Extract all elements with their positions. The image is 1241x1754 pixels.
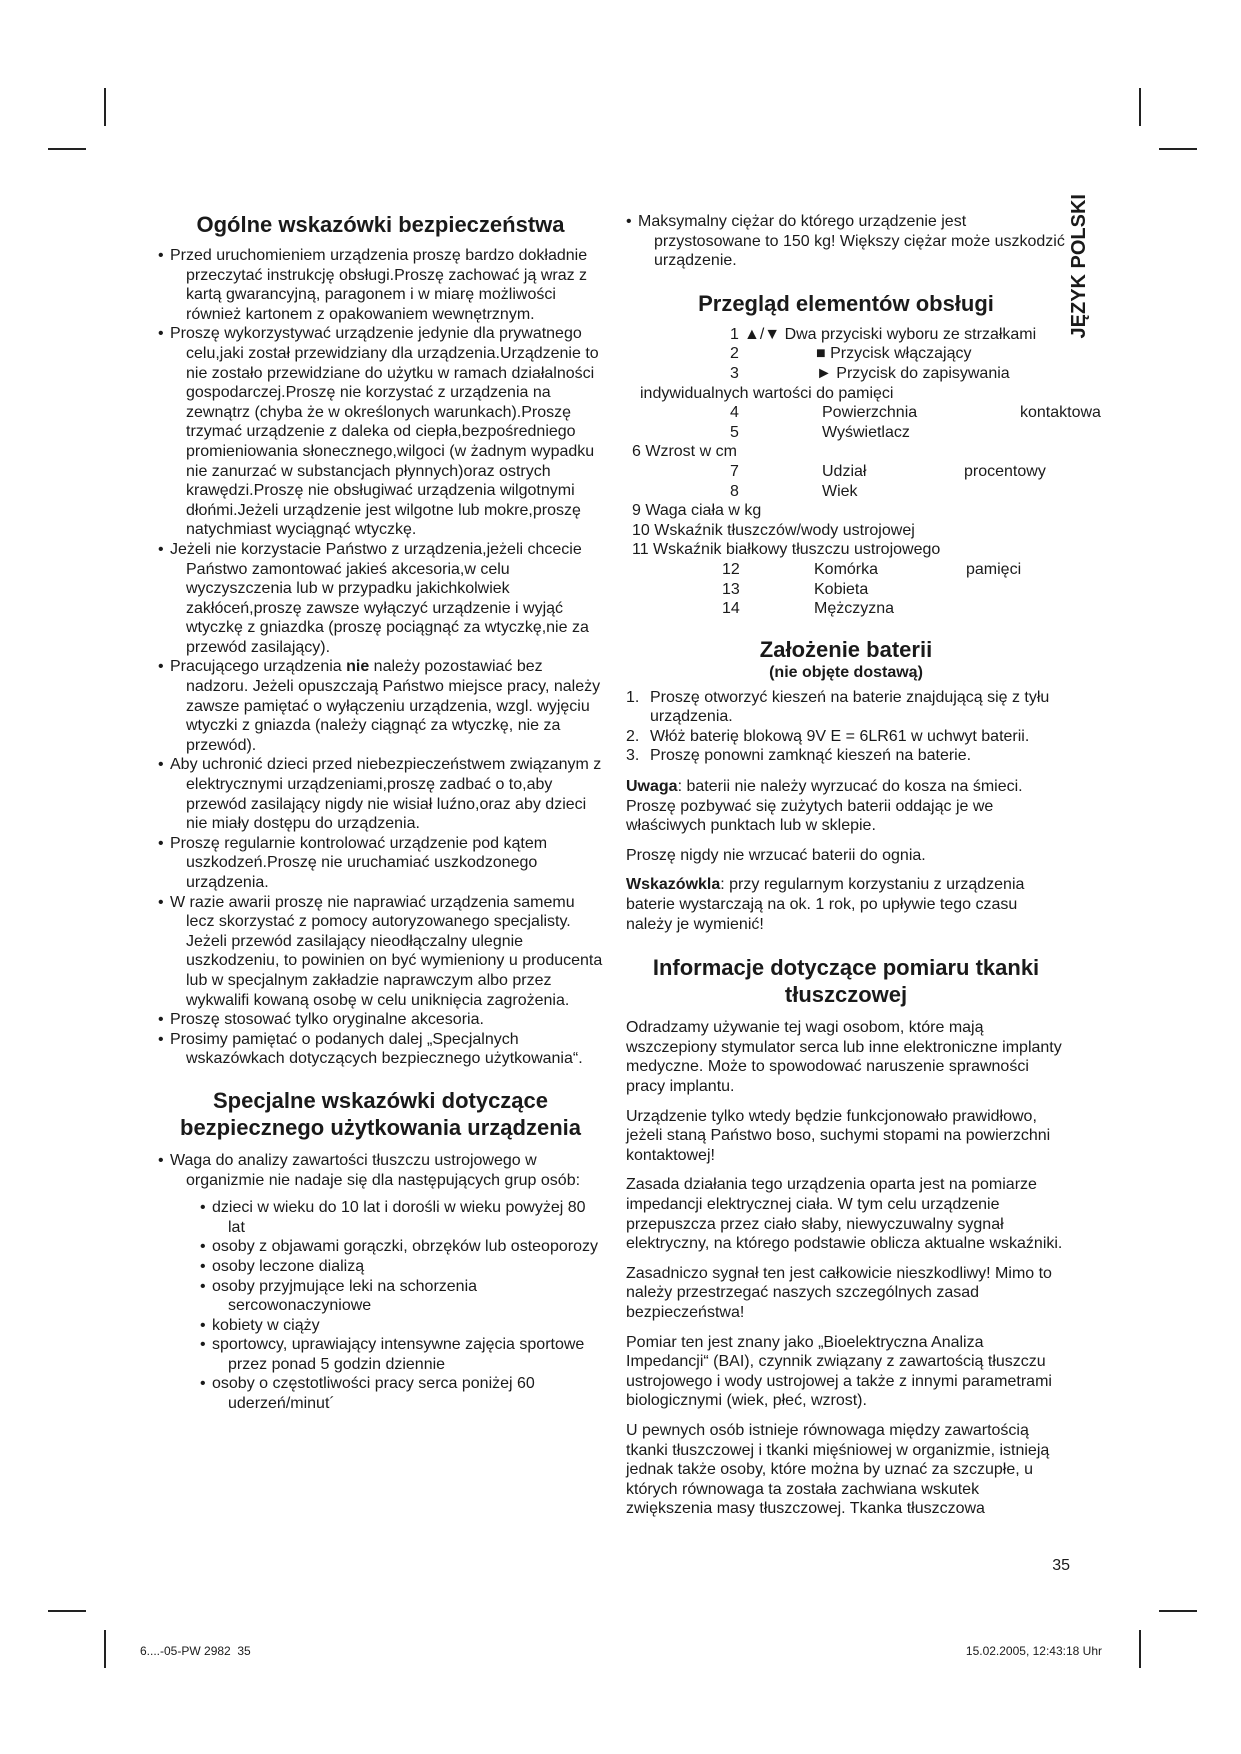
control-row xyxy=(626,344,1066,364)
step-text: Włóż baterię blokową 9V E = 6LR61 w uchwyt baterii. xyxy=(650,727,1030,745)
control-row xyxy=(626,540,1066,560)
footer-right: 15.02.2005, 12:43:18 Uhr xyxy=(965,1644,1102,1658)
battery-heading: Założenie baterii xyxy=(759,636,933,662)
control-number: 2 xyxy=(730,345,739,363)
list-item xyxy=(626,727,1066,747)
list-item xyxy=(158,657,603,755)
control-row xyxy=(626,599,1066,619)
note-text: : baterii nie należy wyrzucać do kosza na śmieci. Proszę pozbywać się zużytych baterii oddając je we właściwych punktach lub w sklepie. xyxy=(626,778,1023,835)
controls-list xyxy=(626,325,1101,619)
control-label: Wiek xyxy=(822,482,858,500)
page-number: 35 xyxy=(1052,1557,1070,1574)
list-item: • W razie awarii proszę nie naprawiać urządzenia samemu lecz skorzystać z pomocy autoryzowanego specjalisty. Jeżeli przewód zasilający nieodłączalny ulegnie uszkodzeniu, to powinien on być wymieniony u producenta lub w specjalnym zakładzie naprawczym albo przez wykwalifi kowaną osobę w celu uniknięcia zagrożenia. xyxy=(158,893,603,1011)
crop-mark xyxy=(104,1630,106,1668)
info-paragraph: Pomiar ten jest znany jako „Bioelektryczna Analiza Impedancji“ (BAI), czynnik związany z zawartością tłuszczu ustrojowego i wody ustrojowej a także z innymi parametrami biologicznymi (wiek, płeć, wzrost). xyxy=(626,1333,1052,1410)
control-label: 11 Wskaźnik białkowy tłuszczu ustrojowego xyxy=(632,541,941,559)
crop-mark xyxy=(1139,88,1141,126)
tip-label: Wskazówkla xyxy=(626,876,721,894)
step-number: 1. xyxy=(626,688,640,706)
control-label: ► Przycisk do zapisywania xyxy=(816,364,1010,382)
tip-text: : przy regularnym korzystaniu z urządzenia baterie wystarczają na ok. 1 rok, po upływie tego czasu należy je wymienić! xyxy=(626,876,1025,933)
step-number: 2. xyxy=(626,727,640,745)
battery-subheading: (nie objęte dostawą) xyxy=(769,663,923,681)
control-label: kontaktowa xyxy=(1020,404,1101,422)
list-item: • Proszę wykorzystywać urządzenie jedynie dla prywatnego celu,jaki został przewidziany dla urządzenia.Urządzenie to nie zostało przewidziane do użytku w ramach działalności gospodarczej.Proszę nie korzystać z urządzenia na zewnątrz (chyba że w określonych warunkach).Proszę trzymać urządzenie z daleka od ciepła,bezpośredniego promieniowania słonecznego,wilgoci (w żadnym wypadku nie zanurzać w substancjach płynnych)oraz ostrych krawędzi.Proszę nie obsługiwać urządzenia wilgotnymi dłońmi.Jeżeli urządzenie jest wilgotne lub mokre,proszę natychmiast wyciągnąć wtyczkę. xyxy=(158,324,603,540)
crop-mark xyxy=(1159,148,1197,150)
info-paragraph: Urządzenie tylko wtedy będzie funkcjonowało prawidłowo, jeżeli staną Państwo boso, suchymi stopami na powierzchni kontaktowej! xyxy=(626,1107,1051,1164)
control-row xyxy=(626,580,1066,600)
control-number: 8 xyxy=(730,482,739,500)
control-row xyxy=(626,462,1066,482)
list-item: • Prosimy pamiętać o podanych dalej „Specjalnych wskazówkach dotyczących bezpiecznego użytkowania“. xyxy=(158,1030,603,1069)
control-row xyxy=(626,423,1066,443)
crop-mark xyxy=(48,1610,86,1612)
control-number: 4 xyxy=(730,404,739,422)
special-safety-list xyxy=(158,1151,603,1414)
list-item: • osoby przyjmujące leki na schorzenia sercowonaczyniowe xyxy=(186,1277,603,1316)
list-item xyxy=(626,746,1066,766)
list-item: • Maksymalny ciężar do którego urządzenie jest przystosowane to 150 kg! Większy ciężar może uszkodzić urządzenie. xyxy=(626,212,1066,271)
list-item xyxy=(158,1151,603,1414)
note-label: Uwaga xyxy=(626,778,678,796)
battery-fire-warning: Proszę nigdy nie wrzucać baterii do ognia. xyxy=(626,846,926,864)
control-number: 1 xyxy=(730,325,739,343)
control-number: 3 xyxy=(730,364,739,382)
list-item: • kobiety w ciąży xyxy=(186,1316,603,1336)
control-row xyxy=(626,325,1066,345)
control-label: 6 Wzrost w cm xyxy=(632,443,737,461)
footer-left: 6....-05-PW 2982 35 xyxy=(140,1644,251,1658)
special-safety-heading: Specjalne wskazówki dotyczące bezpiecznego użytkowania urządzenia xyxy=(180,1087,581,1140)
control-number: 12 xyxy=(722,560,740,578)
step-number: 3. xyxy=(626,747,640,765)
control-label: Wyświetlacz xyxy=(822,423,910,441)
list-item: • osoby o częstotliwości pracy serca poniżej 60 uderzeń/minut´ xyxy=(186,1374,603,1413)
control-label: indywidualnych wartości do pamięci xyxy=(640,384,894,402)
excluded-groups-list xyxy=(186,1198,603,1414)
language-tab xyxy=(1066,194,1092,494)
control-label: Kobieta xyxy=(814,580,869,598)
info-paragraph: Zasadniczo sygnał ten jest całkowicie nieszkodliwy! Mimo to należy przestrzegać naszych szczególnych zasad bezpieczeństwa! xyxy=(626,1264,1052,1321)
list-item: • dzieci w wieku do 10 lat i dorośli w wieku powyżej 80 lat xyxy=(186,1198,603,1237)
battery-life-tip xyxy=(626,875,1066,934)
measurement-info-heading: Informacje dotyczące pomiaru tkanki tłuszczowej xyxy=(652,955,1040,1008)
control-row xyxy=(626,560,1066,580)
info-paragraph: U pewnych osób istnieje równowaga między zawartością tkanki tłuszczowej i tkanki mięśniowej w organizmie, istnieją jednak także osoby, które można by uznać za szczupłe, u których równowaga ta została zachwiana wskutek zwiększenia masy tłuszczowej. Tkanka tłuszczowa xyxy=(626,1421,1050,1518)
list-item: • Aby uchronić dzieci przed niebezpieczeństwem związanym z elektrycznymi urządzeniami,proszę zadbać o to,aby przewód zasilający nigdy nie wisiał luźno,oraz aby dzieci nie miały dostępu do urządzenia. xyxy=(158,755,603,833)
list-item: • osoby z objawami gorączki, obrzęków lub osteoporozy xyxy=(186,1237,603,1257)
list-item: • Jeżeli nie korzystacie Państwo z urządzenia,jeżeli chcecie Państwo zamontować jakieś akcesoria,w celu wyczyszczenia lub w przypadku jakichkolwiek zakłóceń,proszę zawsze wyłączyć urządzenie i wyjąć wtyczkę z gniazdka (proszę pociągnąć za wtyczkę,nie za przewód zasilający). xyxy=(158,540,603,658)
control-label: Komórka xyxy=(814,560,879,578)
list-item: • sportowcy, uprawiający intensywne zajęcia sportowe przez ponad 5 godzin dziennie xyxy=(186,1335,603,1374)
special-intro: Waga do analizy zawartości tłuszczu ustrojowego w organizmie nie nadaje się dla następujących grup osób: xyxy=(170,1151,581,1189)
control-row xyxy=(626,521,1066,541)
list-item: • Proszę regularnie kontrolować urządzenie pod kątem uszkodzeń.Proszę nie uruchamiać uszkodzonego urządzenia. xyxy=(158,834,603,893)
control-number: 14 xyxy=(722,600,740,618)
control-row xyxy=(626,364,1066,384)
crop-mark xyxy=(1139,1630,1141,1668)
list-item: • Proszę stosować tylko oryginalne akcesoria. xyxy=(158,1010,603,1030)
control-label: Powierzchnia xyxy=(822,404,918,422)
step-text: Proszę ponowni zamknąć kieszeń na baterie. xyxy=(650,747,972,765)
control-row xyxy=(626,384,1066,404)
control-label: Mężczyzna xyxy=(814,600,895,618)
control-label: Udział xyxy=(822,462,867,480)
control-label: procentowy xyxy=(964,462,1046,480)
control-number: 13 xyxy=(722,580,740,598)
list-item xyxy=(626,688,1066,727)
max-weight-list xyxy=(626,212,1066,271)
control-row xyxy=(626,501,1066,521)
info-paragraph: Odradzamy używanie tej wagi osobom, które mają wszczepiony stymulator serca lub inne elektroniczne implanty medyczne. Może to spowodować naruszenie sprawności pracy implantu. xyxy=(626,1019,1062,1095)
control-label: 9 Waga ciała w kg xyxy=(632,502,762,520)
control-row xyxy=(626,403,1101,423)
unattended-text-start: Pracującego urządzenia xyxy=(170,658,347,676)
controls-heading: Przegląd elementów obsługi xyxy=(698,290,994,316)
control-number: 7 xyxy=(730,462,739,480)
crop-mark xyxy=(1159,1610,1197,1612)
left-column xyxy=(158,212,603,1414)
battery-steps xyxy=(626,688,1066,766)
list-item: • osoby leczone dializą xyxy=(186,1257,603,1277)
control-row xyxy=(626,442,1066,462)
info-paragraph: Zasada działania tego urządzenia oparta jest na pomiarze impedancji elektrycznej ciała. W tym celu urządzenie przepuszcza przez ciało słaby, niewyczuwalny sygnał elektryczny, na którego podstawie oblicza aktualne wskaźniki. xyxy=(626,1176,1063,1253)
control-label: ▲/▼ Dwa przyciski wyboru ze strzałkami xyxy=(744,325,1037,343)
step-text: Proszę otworzyć kieszeń na baterie znajdującą się z tyłu urządzenia. xyxy=(650,688,1050,726)
battery-disposal-note xyxy=(626,777,1066,836)
crop-mark xyxy=(104,88,106,126)
list-item: • Przed uruchomieniem urządzenia proszę bardzo dokładnie przeczytać instrukcję obsługi.Proszę zachować ją wraz z kartą gwarancyjną, paragonem i w miarę możliwości również kartonem z opakowaniem wewnętrznym. xyxy=(158,246,603,324)
general-safety-list xyxy=(158,246,603,1069)
control-row xyxy=(626,482,1066,502)
control-label: pamięci xyxy=(966,560,1022,578)
unattended-text-end: należy pozostawiać bez nadzoru. Jeżeli opuszczają Państwo miejsce pracy, należy zawsze pamiętać o wyłączeniu urządzenia, wzgl. wyjęciu wtyczki z gniazda (należy ciągnąć za wtyczkę, nie za przewód). xyxy=(186,658,601,754)
language-tab-label: JĘZYK POLSKI xyxy=(1068,194,1090,339)
crop-mark xyxy=(48,148,86,150)
control-label: 10 Wskaźnik tłuszczów/wody ustrojowej xyxy=(632,521,915,539)
unattended-bold: nie xyxy=(346,658,370,676)
control-label: ■ Przycisk włączający xyxy=(816,345,972,363)
control-number: 5 xyxy=(730,423,739,441)
general-safety-heading: Ogólne wskazówki bezpieczeństwa xyxy=(196,212,565,237)
